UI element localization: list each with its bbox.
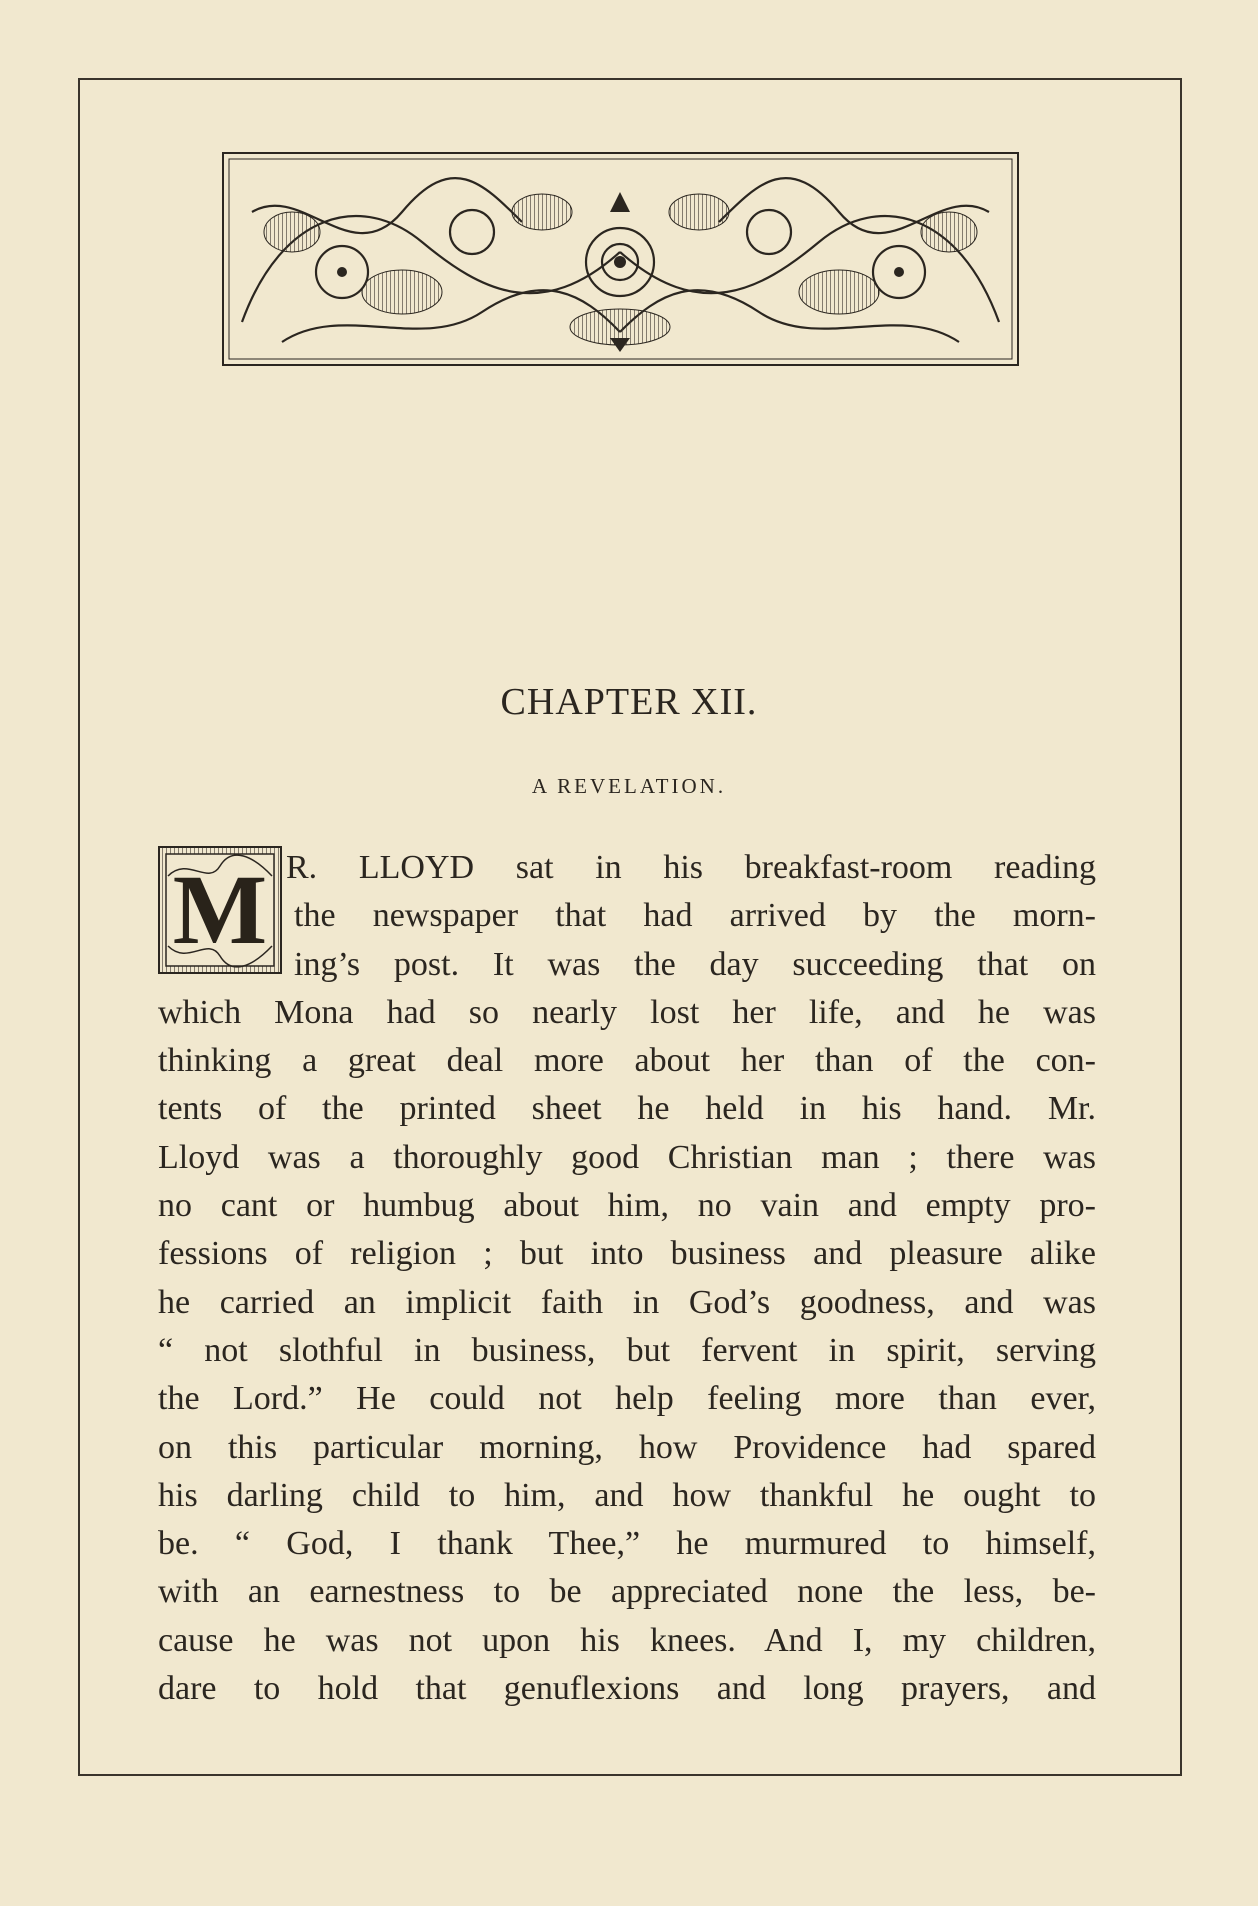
body-line: the Lord.” He could not help feeling more than ever, xyxy=(158,1380,1096,1418)
body-line: with an earnestness to be appreciated none the less, be- xyxy=(158,1573,1096,1611)
body-line: fessions of religion ; but into business and pleasure alike xyxy=(158,1235,1096,1273)
body-line: R. LLOYD sat in his breakfast-room reading xyxy=(286,849,1096,886)
body-line: he carried an implicit faith in God’s goodness, and was xyxy=(158,1283,1096,1321)
body-line: the newspaper that had arrived by the morn- xyxy=(294,897,1096,935)
body-line: ing’s post. It was the day succeeding that on xyxy=(294,945,1096,983)
body-line: “ not slothful in business, but fervent in spirit, serving xyxy=(158,1331,1096,1369)
body-line: on this particular morning, how Providence had spared xyxy=(158,1428,1096,1466)
body-line: Lloyd was a thoroughly good Christian man ; there was xyxy=(158,1138,1096,1176)
chapter-title: A REVELATION. xyxy=(531,774,727,798)
body-text xyxy=(158,844,1096,1713)
body-line: no cant or humbug about him, no vain and empty pro- xyxy=(158,1187,1096,1225)
body-line: his darling child to him, and how thankful he ought to xyxy=(158,1476,1096,1514)
body-line: be. “ God, I thank Thee,” he murmured to himself, xyxy=(158,1525,1096,1563)
body-line: which Mona had so nearly lost her life, and he was xyxy=(158,993,1096,1031)
ornamental-headpiece xyxy=(222,152,1019,366)
drop-cap-letter: M xyxy=(172,854,268,965)
body-line: thinking a great deal more about her than of the con- xyxy=(158,1042,1096,1080)
body-line: cause he was not upon his knees. And I, my children, xyxy=(158,1621,1096,1659)
body-line: dare to hold that genuflexions and long prayers, and xyxy=(158,1670,1096,1708)
body-line: tents of the printed sheet he held in his hand. Mr. xyxy=(158,1090,1096,1128)
chapter-heading: CHAPTER XII. xyxy=(500,681,758,723)
